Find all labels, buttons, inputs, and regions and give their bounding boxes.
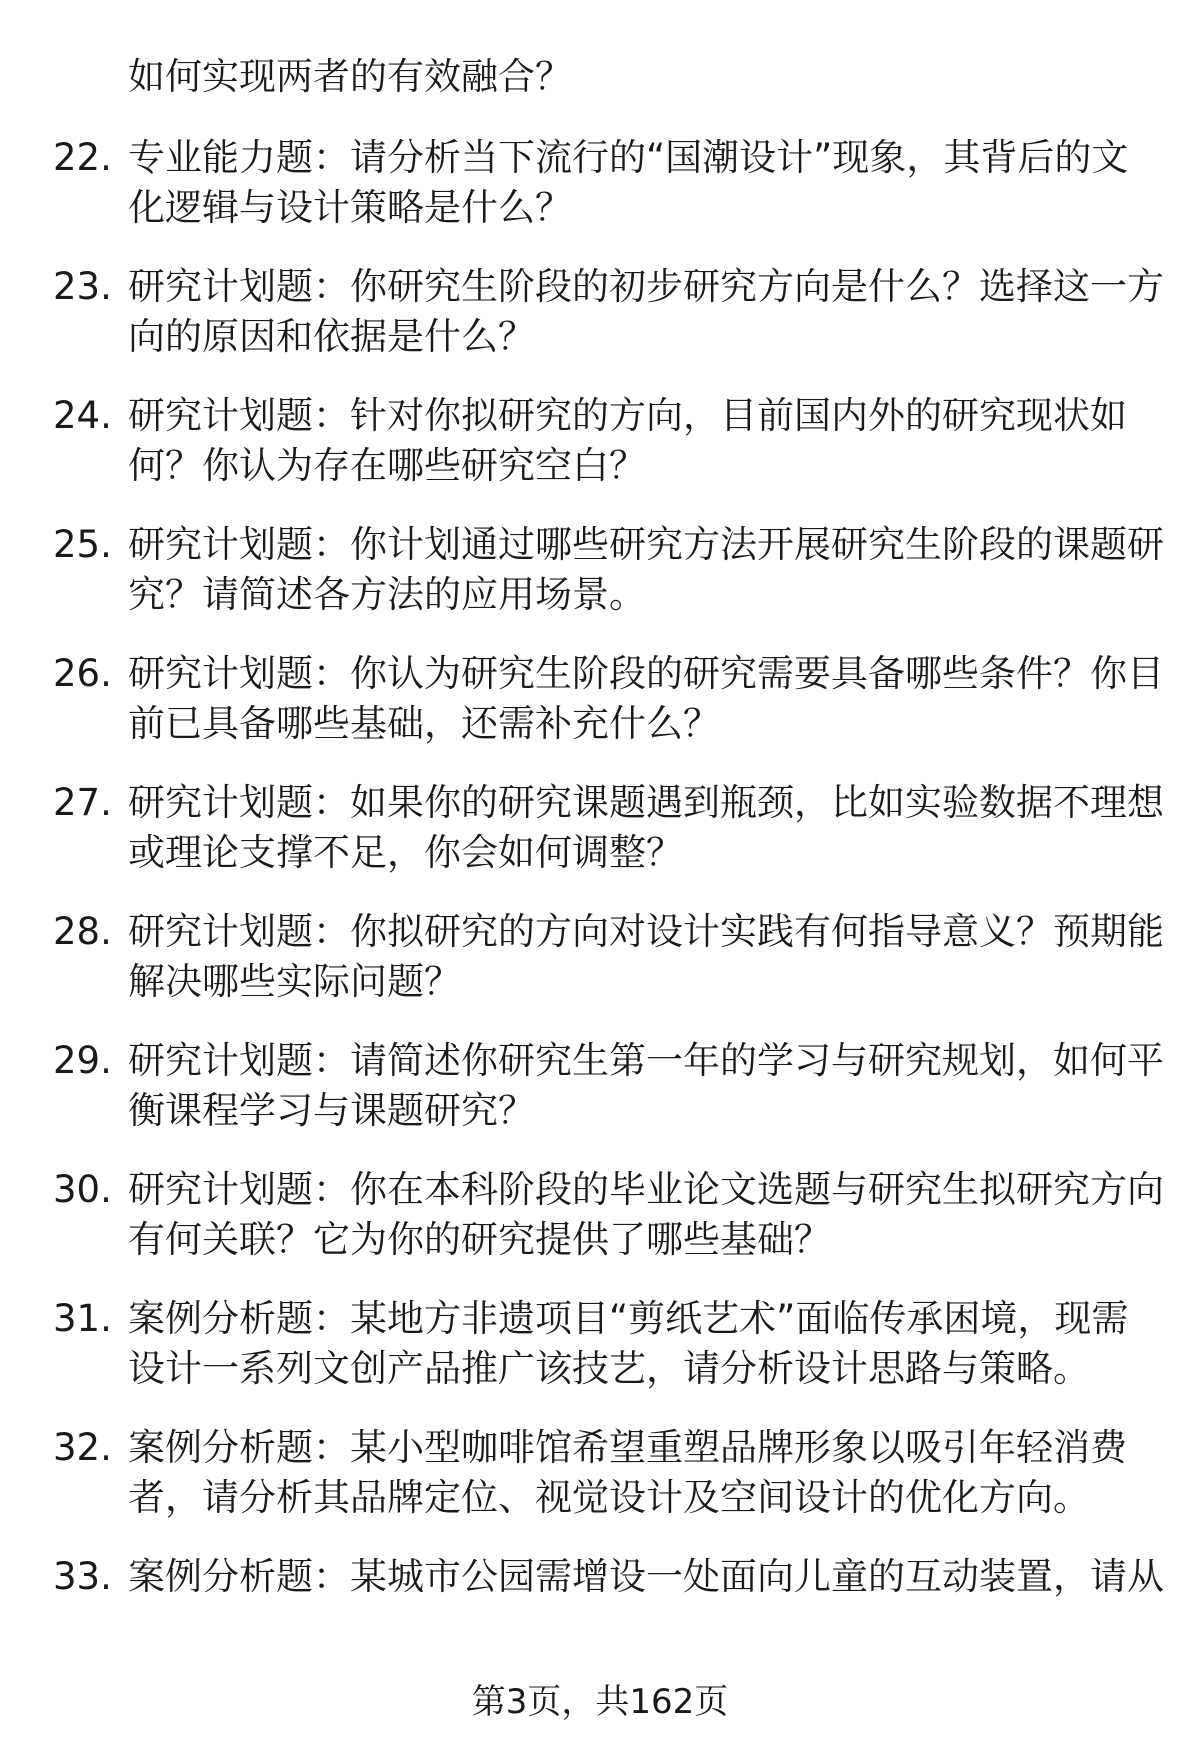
question-line: 案例分析题：某城市公园需增设一处面向儿童的互动装置，请从: [128, 1555, 1164, 1598]
question-number: 27.: [53, 781, 112, 824]
question-line: 研究计划题：你拟研究的方向对设计实践有何指导意义？预期能: [128, 910, 1164, 953]
question-number: 22.: [53, 136, 112, 179]
question-line: 案例分析题：某地方非遗项目“剪纸艺术”面临传承困境，现需: [128, 1297, 1129, 1340]
question-line: 研究计划题：针对你拟研究的方向，目前国内外的研究现状如: [128, 394, 1127, 437]
question-text: [128, 1423, 1138, 1523]
question-number: 30.: [53, 1168, 112, 1211]
question-list: [0, 133, 1200, 1602]
question-text: [128, 1294, 1138, 1394]
question-line: 解决哪些实际问题？: [128, 960, 461, 1003]
question-text: [128, 649, 1164, 749]
question-line: 化逻辑与设计策略是什么？: [128, 186, 572, 229]
question-number: 33.: [53, 1555, 112, 1598]
question-line: 研究计划题：你认为研究生阶段的研究需要具备哪些条件？你目: [128, 652, 1164, 695]
question-item: [0, 778, 1200, 878]
question-text: [128, 1036, 1164, 1136]
question-item: [0, 1036, 1200, 1136]
question-line: 研究计划题：如果你的研究课题遇到瓶颈，比如实验数据不理想: [128, 781, 1164, 824]
question-line: 衡课程学习与课题研究？: [128, 1089, 535, 1132]
question-item: [0, 133, 1200, 233]
question-number: 26.: [53, 652, 112, 695]
question-item: [0, 262, 1200, 362]
question-line: 或理论支撑不足，你会如何调整？: [128, 831, 683, 874]
question-number: 23.: [53, 265, 112, 308]
question-text: [128, 778, 1164, 878]
question-item: [0, 649, 1200, 749]
question-text: [128, 391, 1138, 491]
question-item: [0, 1552, 1200, 1602]
question-line: 设计一系列文创产品推广该技艺，请分析设计思路与策略。: [128, 1347, 1090, 1390]
question-text: [128, 262, 1164, 362]
question-number: 28.: [53, 910, 112, 953]
question-number: 32.: [53, 1426, 112, 1469]
question-text: [128, 1552, 1164, 1602]
question-item: [0, 1423, 1200, 1523]
question-number: 24.: [53, 394, 112, 437]
question-line: 有何关联？它为你的研究提供了哪些基础？: [128, 1218, 831, 1261]
question-text: [128, 1165, 1164, 1265]
question-line: 专业能力题：请分析当下流行的“国潮设计”现象，其背后的文: [128, 136, 1129, 179]
question-text: [128, 907, 1164, 1007]
question-line: 研究计划题：你在本科阶段的毕业论文选题与研究生拟研究方向: [128, 1168, 1164, 1211]
question-line: 案例分析题：某小型咖啡馆希望重塑品牌形象以吸引年轻消费: [128, 1426, 1127, 1469]
question-line: 何？你认为存在哪些研究空白？: [128, 444, 646, 487]
page-footer: 第3页，共162页: [471, 1682, 729, 1722]
question-line: 研究计划题：你计划通过哪些研究方法开展研究生阶段的课题研: [128, 523, 1164, 566]
question-line: 者，请分析其品牌定位、视觉设计及空间设计的优化方向。: [128, 1476, 1090, 1519]
question-item: [0, 520, 1200, 620]
question-item: [0, 907, 1200, 1007]
continued-text: 如何实现两者的有效融合？: [128, 55, 572, 98]
question-line: 究？请简述各方法的应用场景。: [128, 573, 646, 616]
question-item: [0, 1294, 1200, 1394]
question-number: 29.: [53, 1039, 112, 1082]
question-text: [128, 133, 1138, 233]
question-line: 研究计划题：请简述你研究生第一年的学习与研究规划，如何平: [128, 1039, 1164, 1082]
question-line: 向的原因和依据是什么？: [128, 315, 535, 358]
question-number: 25.: [53, 523, 112, 566]
question-number: 31.: [53, 1297, 112, 1340]
question-item: [0, 1165, 1200, 1265]
question-text: [128, 520, 1164, 620]
question-item: [0, 391, 1200, 491]
page-content: [0, 52, 1200, 1602]
question-line: 前已具备哪些基础，还需补充什么？: [128, 702, 720, 745]
question-line: 研究计划题：你研究生阶段的初步研究方向是什么？选择这一方: [128, 265, 1164, 308]
